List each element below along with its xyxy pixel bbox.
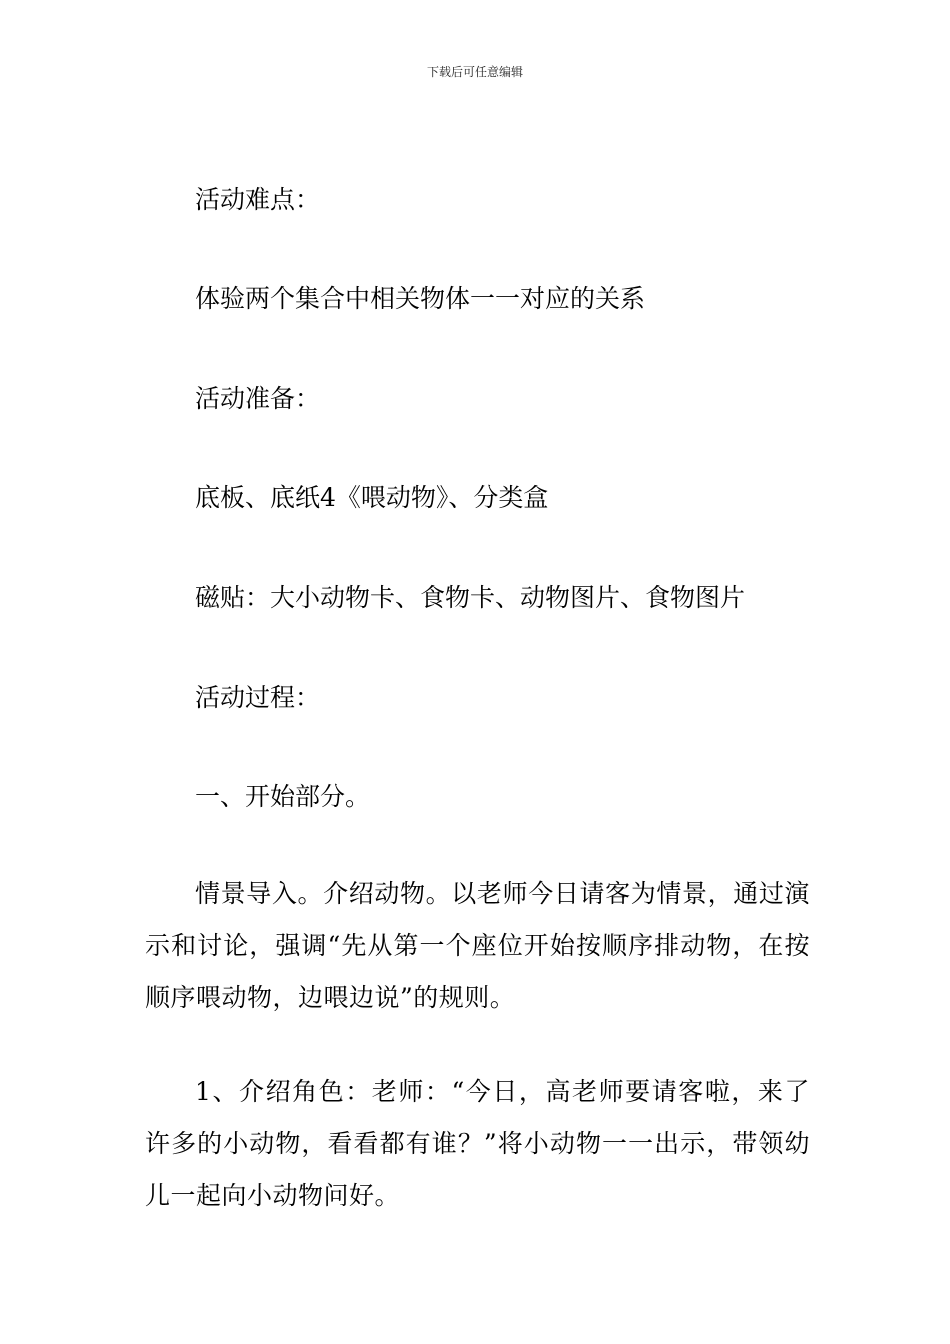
- paragraph-scene-intro: 情景导入。介绍动物。以老师今日请客为情景，通过演示和讨论，强调“先从第一个座位开始按顺序排动物，在按顺序喂动物，边喂边说”的规则。: [145, 879, 810, 1012]
- prep-heading: 活动准备：: [195, 384, 321, 413]
- difficulty-text: 体验两个集合中相关物体一一对应的关系: [195, 284, 646, 313]
- paragraph-introduce-roles: 1、介绍角色：老师：“今日，高老师要请客啦，来了许多的小动物，看看都有谁？”将小动物一一出示，带领幼儿一起向小动物问好。: [145, 1077, 810, 1210]
- process-heading: 活动过程：: [195, 683, 321, 712]
- difficulty-heading: 活动难点：: [195, 185, 321, 214]
- prep-item-materials: 底板、底纸4《喂动物》、分类盒: [195, 483, 549, 512]
- prep-item-magnets: 磁贴：大小动物卡、食物卡、动物图片、食物图片: [195, 583, 746, 612]
- page-header-note: 下载后可任意编辑: [426, 65, 523, 79]
- section-1-heading: 一、开始部分。: [195, 782, 371, 811]
